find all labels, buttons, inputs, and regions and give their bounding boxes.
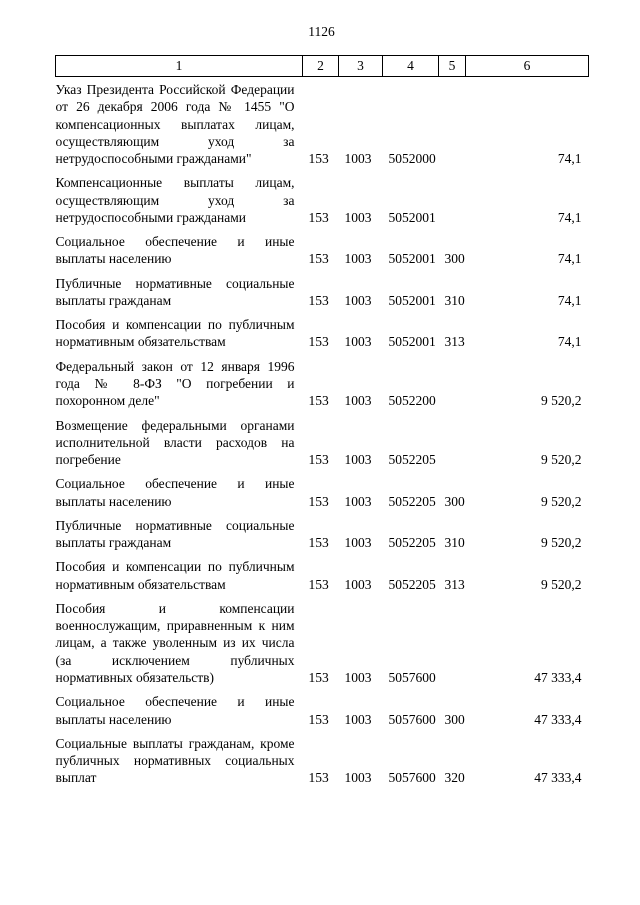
cell-name: Пособия и компенсации по публичным нормативным обязательствам bbox=[55, 559, 295, 592]
cell-amount: 74,1 bbox=[557, 151, 582, 167]
cell-expense-type bbox=[439, 596, 466, 689]
cell-amount: 9 520,2 bbox=[541, 535, 582, 551]
table-row bbox=[56, 596, 589, 689]
cell-target-article: 5052001 bbox=[388, 251, 436, 267]
cell-expense-type: 300 bbox=[444, 251, 465, 267]
cell-expense-type bbox=[439, 170, 466, 229]
table-body bbox=[56, 77, 589, 790]
cell-name: Пособия и компенсации по публичным нормативным обязательствам bbox=[55, 317, 295, 350]
cell-target-article: 5057600 bbox=[388, 770, 436, 786]
cell-section-code: 1003 bbox=[344, 535, 372, 551]
cell-name: Компенсационные выплаты лицам, осуществляющим уход за нетрудоспособными гражданами bbox=[55, 175, 295, 225]
page-number: 1126 bbox=[308, 24, 335, 39]
cell-amount: 74,1 bbox=[557, 251, 582, 267]
header-col-1: 1 bbox=[56, 56, 303, 77]
cell-amount: 9 520,2 bbox=[541, 493, 582, 509]
table-row bbox=[56, 413, 589, 472]
header-col-2: 2 bbox=[303, 56, 339, 77]
cell-chapter-code: 153 bbox=[308, 393, 329, 409]
cell-section-code: 1003 bbox=[344, 452, 372, 468]
cell-section-code: 1003 bbox=[344, 151, 372, 167]
cell-expense-type: 313 bbox=[444, 334, 465, 350]
cell-section-code: 1003 bbox=[344, 669, 372, 685]
table-header bbox=[56, 56, 589, 77]
cell-target-article: 5052001 bbox=[388, 334, 436, 350]
cell-expense-type: 313 bbox=[444, 576, 465, 592]
table-row bbox=[56, 513, 589, 555]
table-row bbox=[56, 354, 589, 413]
cell-amount: 47 333,4 bbox=[534, 770, 582, 786]
cell-chapter-code: 153 bbox=[308, 576, 329, 592]
cell-section-code: 1003 bbox=[344, 770, 372, 786]
table-row bbox=[56, 271, 589, 313]
table-row bbox=[56, 689, 589, 731]
cell-target-article: 5052205 bbox=[388, 452, 436, 468]
header-col-3: 3 bbox=[339, 56, 383, 77]
cell-section-code: 1003 bbox=[344, 393, 372, 409]
cell-section-code: 1003 bbox=[344, 493, 372, 509]
cell-section-code: 1003 bbox=[344, 251, 372, 267]
cell-amount: 47 333,4 bbox=[534, 711, 582, 727]
budget-table bbox=[55, 55, 589, 790]
table-row bbox=[56, 471, 589, 513]
cell-chapter-code: 153 bbox=[308, 770, 329, 786]
cell-target-article: 5052205 bbox=[388, 576, 436, 592]
cell-name: Федеральный закон от 12 января 1996 года № 8-ФЗ "О погребении и похоронном деле" bbox=[55, 358, 295, 409]
cell-section-code: 1003 bbox=[344, 711, 372, 727]
cell-target-article: 5052205 bbox=[388, 535, 436, 551]
cell-expense-type bbox=[439, 77, 466, 171]
header-col-6: 6 bbox=[466, 56, 589, 77]
cell-target-article: 5057600 bbox=[388, 711, 436, 727]
cell-expense-type: 310 bbox=[444, 535, 465, 551]
cell-expense-type: 300 bbox=[444, 493, 465, 509]
cell-amount: 9 520,2 bbox=[541, 452, 582, 468]
cell-name: Пособия и компенсации военнослужащим, приравненным к ним лицам, а также уволенным из их числа (за исключением публичных нормативных обязательств) bbox=[55, 600, 295, 685]
header-col-4: 4 bbox=[383, 56, 439, 77]
cell-section-code: 1003 bbox=[344, 209, 372, 225]
cell-amount: 74,1 bbox=[557, 292, 582, 308]
cell-name: Публичные нормативные социальные выплаты гражданам bbox=[55, 275, 295, 308]
cell-name: Социальные выплаты гражданам, кроме публичных нормативных социальных выплат bbox=[55, 735, 295, 786]
cell-target-article: 5052000 bbox=[388, 151, 436, 167]
table-row bbox=[56, 554, 589, 596]
cell-amount: 74,1 bbox=[557, 209, 582, 225]
cell-chapter-code: 153 bbox=[308, 292, 329, 308]
cell-section-code: 1003 bbox=[344, 334, 372, 350]
cell-chapter-code: 153 bbox=[308, 334, 329, 350]
cell-chapter-code: 153 bbox=[308, 209, 329, 225]
cell-expense-type: 300 bbox=[444, 711, 465, 727]
table-row bbox=[56, 312, 589, 354]
cell-amount: 74,1 bbox=[557, 334, 582, 350]
cell-amount: 9 520,2 bbox=[541, 393, 582, 409]
cell-target-article: 5057600 bbox=[388, 669, 436, 685]
cell-section-code: 1003 bbox=[344, 292, 372, 308]
cell-name: Социальное обеспечение и иные выплаты населению bbox=[55, 476, 295, 509]
cell-amount: 9 520,2 bbox=[541, 576, 582, 592]
cell-name: Социальное обеспечение и иные выплаты населению bbox=[55, 234, 295, 267]
header-col-5: 5 bbox=[439, 56, 466, 77]
cell-section-code: 1003 bbox=[344, 576, 372, 592]
table-row bbox=[56, 229, 589, 271]
cell-expense-type: 310 bbox=[444, 292, 465, 308]
cell-name: Возмещение федеральными органами исполнительной власти расходов на погребение bbox=[55, 417, 295, 468]
table-header-row bbox=[56, 56, 589, 77]
cell-chapter-code: 153 bbox=[308, 151, 329, 167]
cell-target-article: 5052200 bbox=[388, 393, 436, 409]
cell-expense-type: 320 bbox=[444, 770, 465, 786]
cell-chapter-code: 153 bbox=[308, 711, 329, 727]
table-row bbox=[56, 77, 589, 171]
table-row bbox=[56, 731, 589, 790]
cell-expense-type bbox=[439, 354, 466, 413]
cell-name: Указ Президента Российской Федерации от 26 декабря 2006 года № 1455 "О компенсационных выплатах лицам, осуществляющим уход за нетрудоспособными гражданами" bbox=[55, 82, 295, 167]
table-row bbox=[56, 170, 589, 229]
cell-amount: 47 333,4 bbox=[534, 669, 582, 685]
cell-target-article: 5052001 bbox=[388, 209, 436, 225]
cell-target-article: 5052205 bbox=[388, 493, 436, 509]
cell-expense-type bbox=[439, 413, 466, 472]
cell-target-article: 5052001 bbox=[388, 292, 436, 308]
cell-chapter-code: 153 bbox=[308, 251, 329, 267]
cell-chapter-code: 153 bbox=[308, 535, 329, 551]
cell-name: Публичные нормативные социальные выплаты гражданам bbox=[55, 517, 295, 551]
cell-name: Социальное обеспечение и иные выплаты населению bbox=[55, 694, 295, 727]
cell-chapter-code: 153 bbox=[308, 669, 329, 685]
cell-chapter-code: 153 bbox=[308, 493, 329, 509]
cell-chapter-code: 153 bbox=[308, 452, 329, 468]
